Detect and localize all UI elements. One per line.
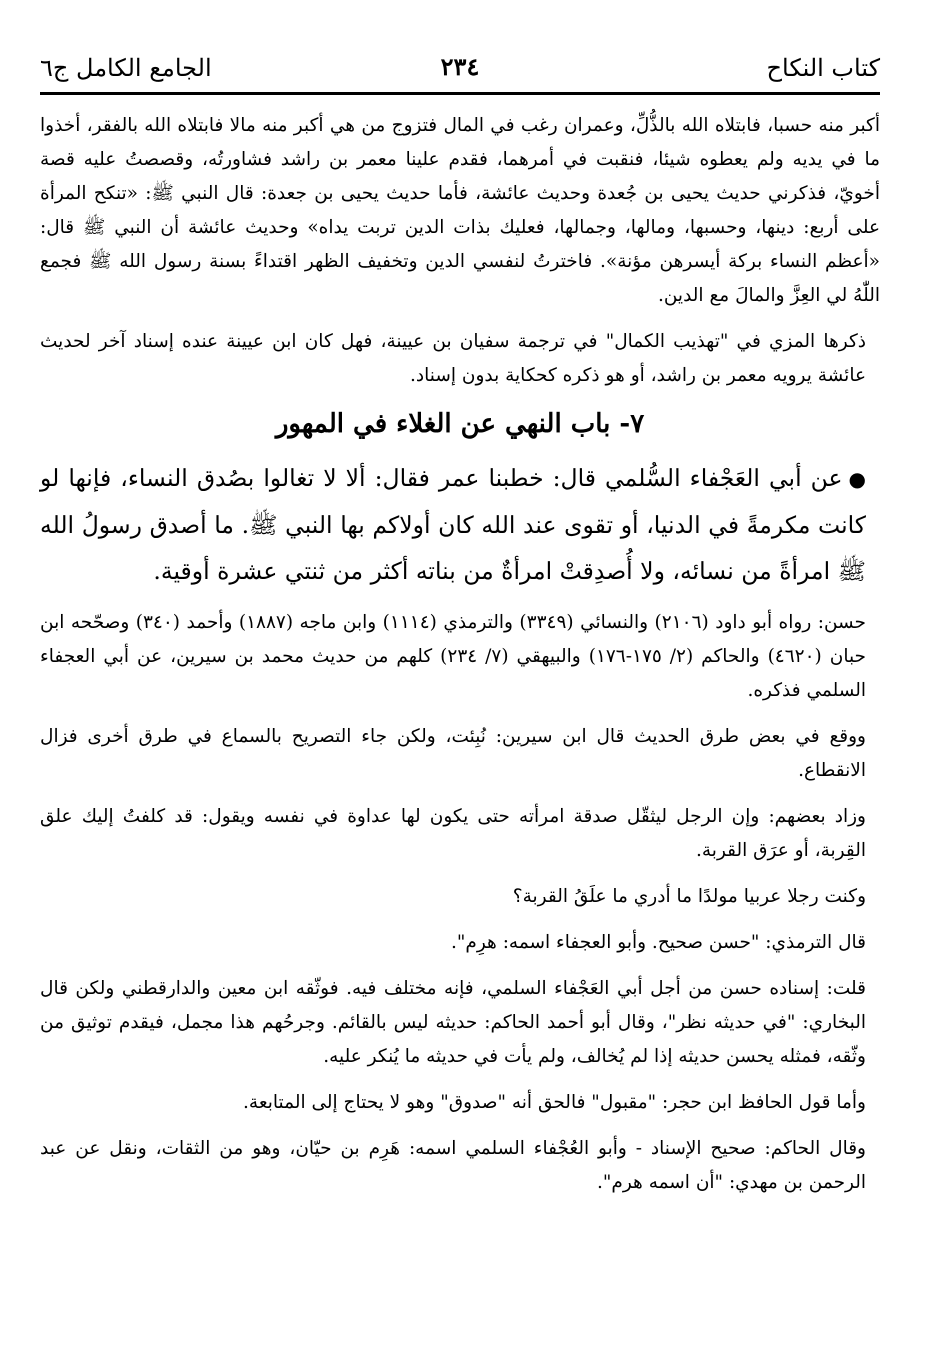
hadith-text-block: [40, 455, 880, 594]
commentary-paragraph: وأما قول الحافظ ابن حجر: "مقبول" فالحق أنه "صدوق" وهو لا يحتاج إلى المتابعة.: [243, 1092, 866, 1113]
document-page: [40, 48, 880, 1212]
page-number: ٢٣٤: [440, 52, 480, 81]
section-heading: ٧- باب النهي عن الغلاء في المهور: [275, 409, 645, 439]
book-title: كتاب النكاح: [766, 54, 880, 82]
commentary-paragraph: وزاد بعضهم: وإن الرجل ليثقّل صدقة امرأته حتى يكون لها عداوة في نفسه ويقول: قد كلفتُ إليك علق القِربة، أو عرَق القربة.: [40, 806, 866, 861]
intro-paragraph: ذكرها المزي في "تهذيب الكمال" في ترجمة سفيان بن عيينة، فهل كان ابن عيينة عنده إسناد آخر لحديث عائشة يرويه معمر بن راشد، أو هو ذكره كحكاية بدون إسناد.: [40, 331, 866, 386]
commentary-paragraph: ووقع في بعض طرق الحديث قال ابن سيرين: نُبِئت، ولكن جاء التصريح بالسماع في طرق أخرى فزال الانقطاع.: [40, 726, 866, 781]
commentary-paragraph: حسن: رواه أبو داود (٢١٠٦) والنسائي (٣٣٤٩) والترمذي (١١١٤) وابن ماجه (١٨٨٧) وأحمد (٣٤٠) وصحّحه ابن حبان (٤٦٢٠) والحاكم (٢/ ١٧٥-١٧٦) والبيهقي (٧/ ٢٣٤) كلهم من حديث محمد بن سيرين، عن أبي العجفاء السلمي فذكره.: [40, 612, 866, 701]
commentary-paragraph: قلت: إسناده حسن من أجل أبي العَجْفاء السلمي، فإنه مختلف فيه. فوثّقه ابن معين والدارقطني ولكن قال البخاري: "في حديثه نظر"، وقال أبو أحمد الحاكم: حديثه ليس بالقائم. وجرحُهم هذا مجمل، فيقدم توثيق من وثّقه، فمثله يحسن حديثه إذا لم يُخالف، ولم يأت في حديثه ما يُنكر عليه.: [40, 978, 866, 1067]
commentary-paragraph: وكنت رجلا عربيا مولدًا ما أدري ما علَقُ القربة؟: [512, 886, 866, 907]
bullet-icon: ●: [848, 467, 866, 491]
intro-paragraph: أكبر منه حسبا، فابتلاه الله بالذُّلِّ، وعمران رغب في المال فتزوج من هي أكبر منه مالا فابتلاه الله بالفقر، أخذوا ما في يديه ولم يعطوه شيئا، فنقبت في أمرهما، فقدم علينا معمر بن راشد فشاورتُه، وقصصتُ عليه قصة أخويّ، فذكرني حديث يحيى بن جُعدة وحديث عائشة، فأما حديث يحيى بن جعدة: قال النبي ﷺ: «تنكح المرأة على أربع: دينها، وحسبها، ومالها، وجمالها، فعليك بذات الدين تربت يداه» وحديث عائشة أن النبي ﷺ قال: «أعظم النساء بركة أيسرهن مؤنة». فاخترتُ لنفسي الدين وتخفيف الظهر اقتداءً بسنة رسول الله ﷺ فجمع اللّٰهُ لي العِزَّ والمالَ مع الدين.: [40, 115, 880, 306]
header-rule: [40, 92, 880, 95]
running-header: [40, 48, 880, 88]
hadith-text: عن أبي العَجْفاء السُّلمي قال: خطبنا عمر فقال: ألا لا تغالوا بصُدق النساء، فإنها لو كانت مكرمةً في الدنيا، أو تقوى عند الله كان أولاكم بها النبي ﷺ. ما أصدق رسولُ الله ﷺ امرأةً من نسائه، ولا أُصدِقتْ امرأةٌ من بناته أكثر من ثنتي عشرة أوقية.: [40, 464, 866, 585]
collection-title: الجامع الكامل ج٦: [40, 54, 212, 82]
commentary-paragraph: وقال الحاكم: صحيح الإسناد - وأبو العُجْفاء السلمي اسمه: هَرِم بن حيّان، وهو من الثقات، ونقل عن عبد الرحمن بن مهدي: "أن اسمه هرم".: [40, 1138, 866, 1193]
commentary-paragraph: قال الترمذي: "حسن صحيح. وأبو العجفاء اسمه: هرِم".: [451, 932, 866, 953]
